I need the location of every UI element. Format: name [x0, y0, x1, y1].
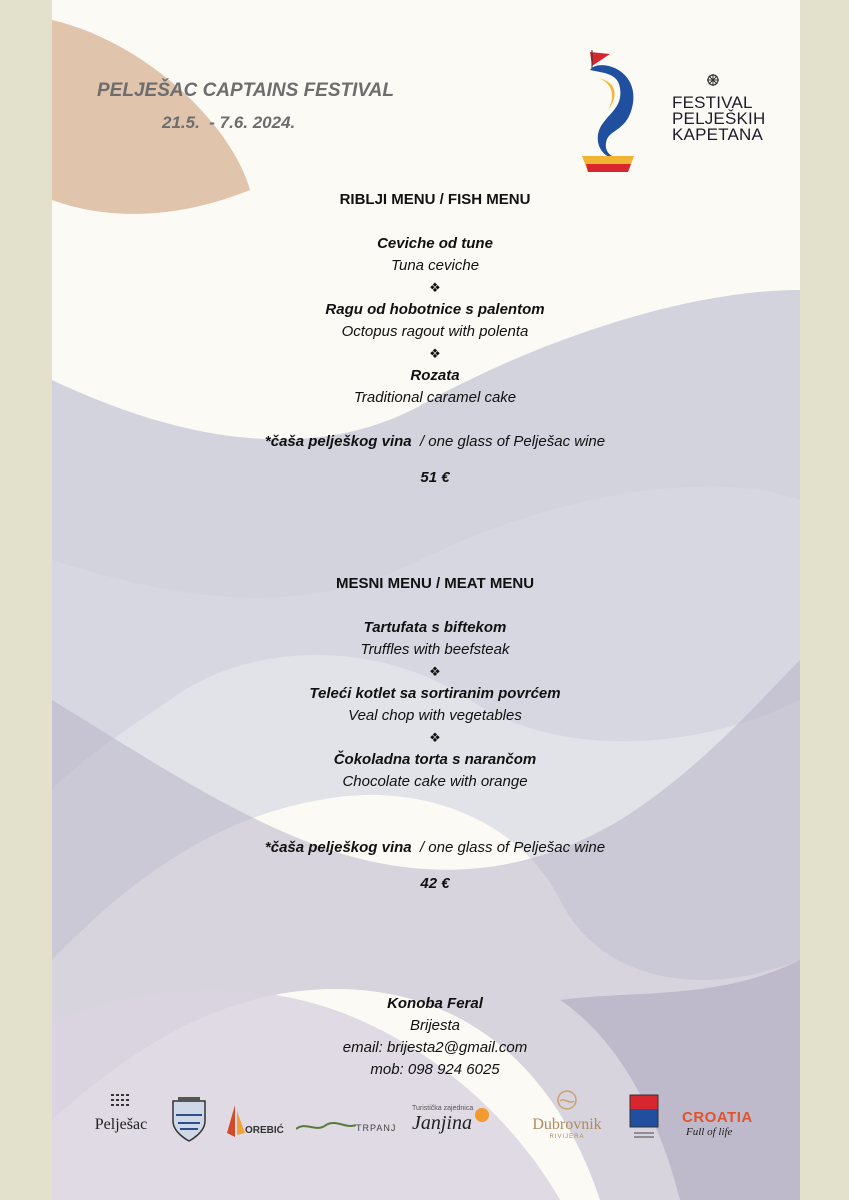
fish-menu: [200, 189, 670, 489]
sun-icon: [474, 1107, 490, 1123]
logo-line-3: KAPETANA: [672, 125, 764, 144]
county-coat-of-arms-icon: [628, 1093, 660, 1148]
fish-course-1-hr: Ceviche od tune: [377, 235, 493, 252]
festival-dates: 21.5. - 7.6. 2024.: [162, 113, 296, 132]
fish-wine-note: [200, 431, 670, 453]
fish-course-3-hr: Rozata: [410, 367, 460, 384]
fish-menu-price: 51 €: [420, 469, 450, 486]
croatia-logo-text: CROATIA: [682, 1109, 753, 1126]
logo-line-2: PELJEŠKIH: [672, 109, 766, 128]
croatia-logo-subtitle: Full of life: [686, 1126, 733, 1138]
separator-icon: ❖: [429, 280, 441, 295]
meat-menu-price: 42 €: [420, 875, 450, 892]
contact-block: [200, 993, 670, 1081]
festival-logo-text: [672, 95, 765, 143]
meat-course-3-hr: Čokoladna torta s narančom: [333, 751, 537, 768]
restaurant-name: Konoba Feral: [387, 995, 483, 1012]
meat-course-1-en: Truffles with beefsteak: [360, 641, 510, 658]
trpanj-logo: [296, 1119, 397, 1138]
meat-course-2-hr: Teleći kotlet sa sortiranim povrćem: [309, 685, 561, 702]
fish-course-2-en: Octopus ragout with polenta: [341, 323, 529, 340]
croatia-logo: [682, 1109, 772, 1138]
restaurant-place: Brijesta: [409, 1017, 461, 1034]
dubrovnik-logo-text: Dubrovnik: [532, 1116, 602, 1133]
logo-line-1: FESTIVAL: [672, 93, 753, 112]
partner-logos: [0, 1085, 849, 1175]
orebic-logo: [225, 1103, 284, 1144]
wine-note-en: / one glass of Pelješac wine: [411, 839, 606, 856]
wine-note-en: / one glass of Pelješac wine: [411, 433, 606, 450]
janjina-logo: [412, 1105, 512, 1135]
meat-course-2-en: Veal chop with vegetables: [348, 707, 522, 724]
orebic-sail-icon: [225, 1103, 247, 1139]
trpanj-logo-text: TRPANJ: [356, 1123, 397, 1133]
fish-course-3-en: Traditional caramel cake: [353, 389, 517, 406]
trpanj-wave-icon: [296, 1119, 356, 1133]
separator-icon: ❖: [429, 664, 441, 679]
meat-menu: [200, 573, 670, 895]
festival-title: PELJEŠAC CAPTAINS FESTIVAL: [97, 80, 394, 101]
meat-wine-note: [200, 837, 670, 859]
fish-course-2-hr: Ragu od hobotnice s palentom: [325, 301, 545, 318]
janjina-logo-subtitle: Turistička zajednica: [412, 1105, 474, 1112]
dubrovnik-logo-subtitle: RIVIJERA: [549, 1134, 585, 1140]
restaurant-email: email: brijesta2@gmail.com: [342, 1039, 528, 1056]
orebic-logo-text: OREBIĆ: [245, 1125, 284, 1136]
meat-course-1-hr: Tartufata s biftekom: [363, 619, 507, 636]
restaurant-phone: mob: 098 924 6025: [370, 1061, 500, 1078]
dubrovnik-riviera-logo: [522, 1089, 612, 1140]
meat-course-3-en: Chocolate cake with orange: [342, 773, 528, 790]
peljesac-logo-text: Pelješac: [94, 1116, 148, 1133]
fish-course-1-en: Tuna ceviche: [390, 257, 480, 274]
separator-icon: ❖: [429, 730, 441, 745]
fish-menu-heading: RIBLJI MENU / FISH MENU: [339, 191, 531, 208]
wine-note-hr: *čaša pelješkog vina: [264, 839, 412, 856]
janjina-logo-text: Janjina: [412, 1112, 472, 1134]
dubrovnik-emblem-icon: [555, 1089, 579, 1111]
separator-icon: ❖: [429, 346, 441, 361]
ston-coat-of-arms-icon: [170, 1095, 208, 1148]
meat-menu-heading: MESNI MENU / MEAT MENU: [335, 575, 535, 592]
peljesac-logo: [86, 1091, 156, 1134]
peljesac-emblem-icon: [109, 1091, 133, 1111]
wine-note-hr: *čaša pelješkog vina: [264, 433, 412, 450]
